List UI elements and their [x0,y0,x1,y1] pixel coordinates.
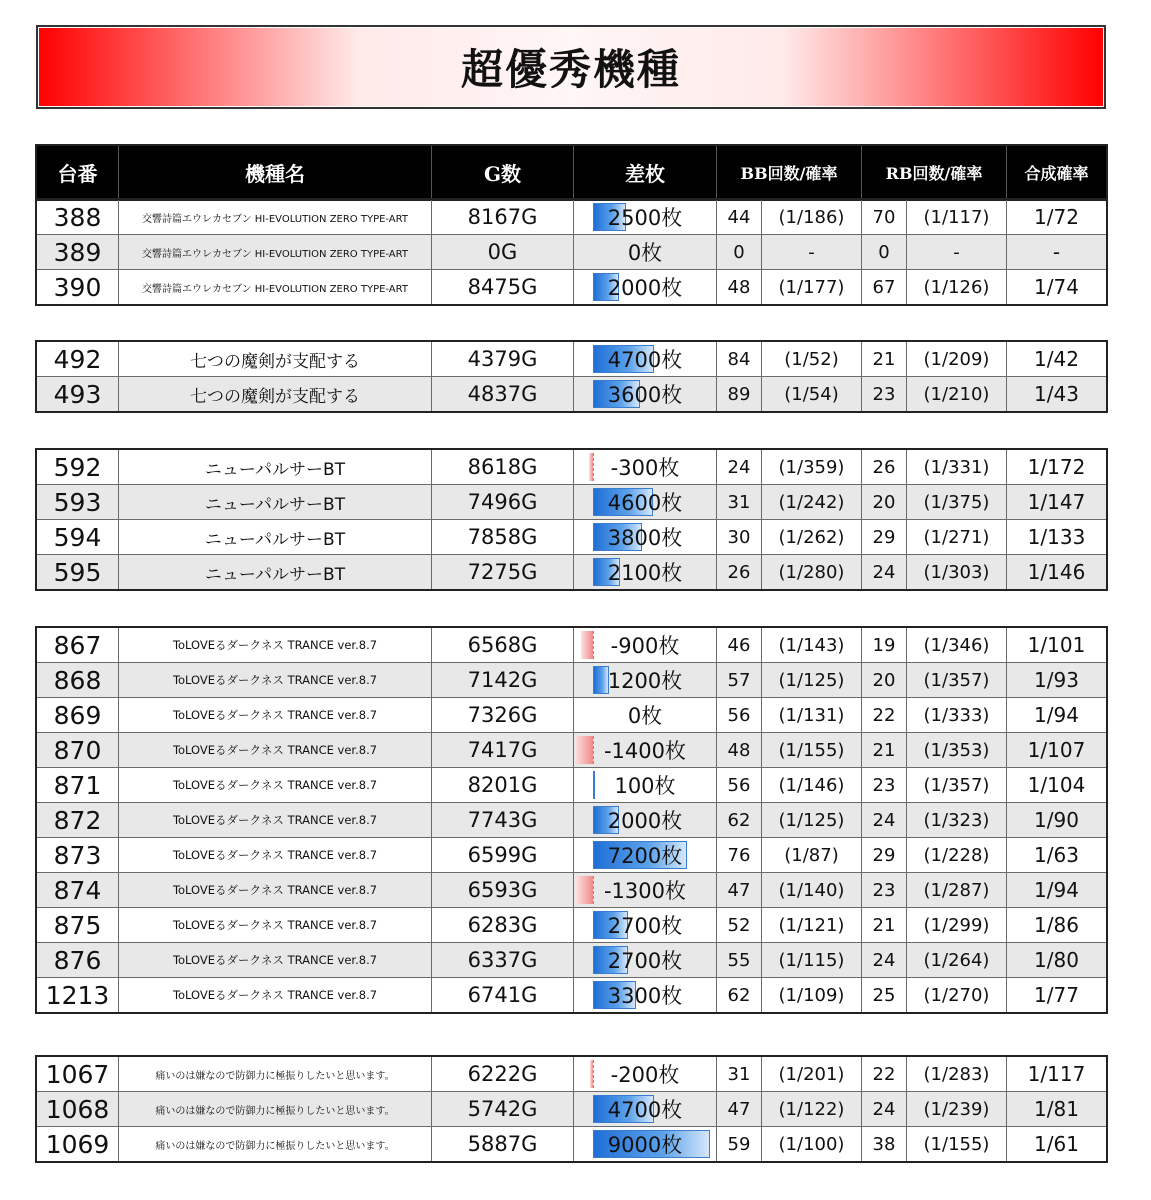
combined-probability: 1/77 [1007,978,1107,1013]
diff-cell [574,1092,717,1127]
bb-probability: (1/52) [762,342,862,377]
table-row [37,943,1107,978]
game-count: 7326G [432,698,574,733]
diff-value: 3600枚 [607,383,683,407]
bb-probability: - [762,235,862,270]
bb-probability: (1/146) [762,768,862,803]
game-count: 5887G [432,1127,574,1162]
diff-cell [574,1057,717,1092]
rb-count: 38 [862,1127,907,1162]
machine-number: 1213 [37,978,119,1013]
machine-name: ニューパルサーBT [119,450,432,485]
machine-name: 七つの魔剣が支配する [119,342,432,377]
combined-probability: 1/101 [1007,628,1107,663]
rb-probability: (1/271) [907,520,1007,555]
diff-axis [593,736,594,764]
diff-axis [593,453,594,481]
machine-name: ToLOVEるダークネス TRANCE ver.8.7 [119,803,432,838]
machine-number: 1067 [37,1057,119,1092]
machine-name: ToLOVEるダークネス TRANCE ver.8.7 [119,873,432,908]
combined-probability: 1/93 [1007,663,1107,698]
machine-name: ToLOVEるダークネス TRANCE ver.8.7 [119,943,432,978]
diff-value: 2000枚 [607,809,683,833]
machine-name: 交響詩篇エウレカセブン HI-EVOLUTION ZERO TYPE-ART [119,235,432,270]
diff-value: 2100枚 [607,561,683,585]
game-count: 4379G [432,342,574,377]
diff-value: -1300枚 [603,879,687,903]
machine-number: 1068 [37,1092,119,1127]
machine-group [36,199,1107,305]
game-count: 8618G [432,450,574,485]
rb-probability: (1/209) [907,342,1007,377]
game-count: 8475G [432,270,574,305]
rb-count: 25 [862,978,907,1013]
machine-name: ToLOVEるダークネス TRANCE ver.8.7 [119,663,432,698]
machine-name: ToLOVEるダークネス TRANCE ver.8.7 [119,768,432,803]
machine-name: 痛いのは嫌なので防御力に極振りしたいと思います。 [119,1057,432,1092]
bb-probability: (1/201) [762,1057,862,1092]
bb-count: 0 [717,235,762,270]
bb-count: 55 [717,943,762,978]
rb-probability: (1/323) [907,803,1007,838]
combined-probability: 1/117 [1007,1057,1107,1092]
diff-cell [574,838,717,873]
table-row [37,978,1107,1013]
bb-probability: (1/140) [762,873,862,908]
diff-bar [581,631,593,659]
machine-name: ニューパルサーBT [119,555,432,590]
diff-cell [574,698,717,733]
rb-probability: (1/357) [907,663,1007,698]
bb-probability: (1/125) [762,663,862,698]
bb-count: 47 [717,1092,762,1127]
diff-cell [574,768,717,803]
header-name: 機種名 [119,146,432,200]
rb-count: 24 [862,803,907,838]
diff-bar [589,453,593,481]
machine-number: 876 [37,943,119,978]
machine-name: ToLOVEるダークネス TRANCE ver.8.7 [119,628,432,663]
table-row [37,1057,1107,1092]
machine-name: 痛いのは嫌なので防御力に極振りしたいと思います。 [119,1092,432,1127]
rb-count: 24 [862,943,907,978]
table-row [37,377,1107,412]
diff-value: 2500枚 [607,206,683,230]
table-row [37,873,1107,908]
machine-name: ToLOVEるダークネス TRANCE ver.8.7 [119,978,432,1013]
rb-count: 29 [862,520,907,555]
bb-count: 30 [717,520,762,555]
bb-count: 57 [717,663,762,698]
machine-name: ToLOVEるダークネス TRANCE ver.8.7 [119,908,432,943]
machine-group [36,449,1107,590]
rb-count: 23 [862,377,907,412]
bb-probability: (1/177) [762,270,862,305]
machine-number: 874 [37,873,119,908]
bb-probability: (1/186) [762,200,862,235]
machine-name: 交響詩篇エウレカセブン HI-EVOLUTION ZERO TYPE-ART [119,200,432,235]
machine-name: ニューパルサーBT [119,520,432,555]
game-count: 0G [432,235,574,270]
combined-probability: 1/90 [1007,803,1107,838]
game-count: 7417G [432,733,574,768]
game-count: 7142G [432,663,574,698]
table-row [37,1092,1107,1127]
combined-probability: 1/80 [1007,943,1107,978]
table-row [37,235,1107,270]
page-title: 超優秀機種 [460,45,681,94]
rb-probability: (1/303) [907,555,1007,590]
diff-value: -200枚 [610,1063,680,1087]
game-count: 6337G [432,943,574,978]
combined-probability: 1/81 [1007,1092,1107,1127]
diff-cell [574,803,717,838]
diff-cell [574,873,717,908]
machine-number: 1069 [37,1127,119,1162]
bb-probability: (1/125) [762,803,862,838]
combined-probability: 1/43 [1007,377,1107,412]
rb-probability: (1/270) [907,978,1007,1013]
combined-probability: 1/107 [1007,733,1107,768]
diff-cell [574,663,717,698]
combined-probability: 1/147 [1007,485,1107,520]
table-row [37,768,1107,803]
combined-probability: 1/74 [1007,270,1107,305]
game-count: 7858G [432,520,574,555]
machine-number: 873 [37,838,119,873]
diff-cell [574,555,717,590]
bb-count: 31 [717,485,762,520]
bb-count: 89 [717,377,762,412]
bb-count: 56 [717,698,762,733]
game-count: 6283G [432,908,574,943]
table-row [37,663,1107,698]
diff-axis [593,631,594,659]
machine-number: 869 [37,698,119,733]
machine-group [36,627,1107,1013]
table-row [37,1127,1107,1162]
rb-probability: (1/210) [907,377,1007,412]
diff-bar [576,876,593,904]
game-count: 8201G [432,768,574,803]
bb-count: 26 [717,555,762,590]
diff-value: 100枚 [614,774,676,798]
diff-bar [590,1060,593,1088]
machine-number: 595 [37,555,119,590]
diff-value: 2700枚 [607,949,683,973]
bb-probability: (1/87) [762,838,862,873]
title-banner [36,25,1106,109]
combined-probability: 1/94 [1007,698,1107,733]
machine-number: 492 [37,342,119,377]
diff-cell [574,270,717,305]
bb-count: 44 [717,200,762,235]
bb-count: 48 [717,270,762,305]
bb-probability: (1/131) [762,698,862,733]
diff-cell [574,908,717,943]
rb-probability: (1/155) [907,1127,1007,1162]
diff-value: 7200枚 [607,844,683,868]
rb-count: 67 [862,270,907,305]
rb-probability: (1/333) [907,698,1007,733]
combined-probability: 1/61 [1007,1127,1107,1162]
game-count: 7275G [432,555,574,590]
bb-count: 56 [717,768,762,803]
bb-count: 24 [717,450,762,485]
rb-count: 22 [862,1057,907,1092]
table-row [37,200,1107,235]
machine-number: 872 [37,803,119,838]
machine-number: 592 [37,450,119,485]
diff-bar [593,666,609,694]
table-row [37,450,1107,485]
rb-count: 19 [862,628,907,663]
table-row [37,803,1107,838]
combined-probability: 1/104 [1007,768,1107,803]
machine-name: ToLOVEるダークネス TRANCE ver.8.7 [119,838,432,873]
bb-probability: (1/122) [762,1092,862,1127]
rb-count: 23 [862,873,907,908]
rb-probability: (1/346) [907,628,1007,663]
bb-count: 84 [717,342,762,377]
rb-probability: (1/375) [907,485,1007,520]
rb-count: 24 [862,1092,907,1127]
rb-probability: (1/126) [907,270,1007,305]
machine-number: 594 [37,520,119,555]
machine-number: 389 [37,235,119,270]
bb-probability: (1/280) [762,555,862,590]
bb-count: 47 [717,873,762,908]
machine-name: ToLOVEるダークネス TRANCE ver.8.7 [119,733,432,768]
bb-probability: (1/155) [762,733,862,768]
diff-value: 4700枚 [607,1098,683,1122]
rb-count: 21 [862,342,907,377]
rb-probability: - [907,235,1007,270]
rb-count: 20 [862,485,907,520]
header-rb: RB回数/確率 [862,146,1007,200]
header-bb: BB回数/確率 [717,146,862,200]
diff-bar [593,771,595,799]
header-diff: 差枚 [574,146,717,200]
combined-probability: 1/72 [1007,200,1107,235]
combined-probability: 1/42 [1007,342,1107,377]
rb-count: 22 [862,698,907,733]
machine-name: 七つの魔剣が支配する [119,377,432,412]
rb-probability: (1/299) [907,908,1007,943]
rb-probability: (1/239) [907,1092,1007,1127]
bb-probability: (1/262) [762,520,862,555]
table-row [37,908,1107,943]
column-header [36,145,1107,200]
rb-count: 0 [862,235,907,270]
diff-value: 4700枚 [607,348,683,372]
bb-probability: (1/143) [762,628,862,663]
bb-count: 76 [717,838,762,873]
machine-number: 868 [37,663,119,698]
machine-group [36,341,1107,412]
bb-count: 46 [717,628,762,663]
rb-count: 20 [862,663,907,698]
machine-name: ToLOVEるダークネス TRANCE ver.8.7 [119,698,432,733]
machine-number: 593 [37,485,119,520]
table-row [37,698,1107,733]
bb-probability: (1/121) [762,908,862,943]
diff-cell [574,377,717,412]
bb-probability: (1/100) [762,1127,862,1162]
rb-count: 24 [862,555,907,590]
table-row [37,520,1107,555]
diff-cell [574,450,717,485]
diff-value: 9000枚 [607,1133,683,1157]
rb-probability: (1/357) [907,768,1007,803]
table-row [37,555,1107,590]
diff-value: 3800枚 [607,526,683,550]
combined-probability: 1/172 [1007,450,1107,485]
rb-probability: (1/117) [907,200,1007,235]
rb-count: 29 [862,838,907,873]
diff-value: 0枚 [627,241,663,265]
diff-value: 2000枚 [607,276,683,300]
combined-probability: 1/133 [1007,520,1107,555]
rb-count: 23 [862,768,907,803]
rb-probability: (1/287) [907,873,1007,908]
diff-bar [575,736,593,764]
machine-number: 493 [37,377,119,412]
bb-probability: (1/54) [762,377,862,412]
rb-count: 21 [862,733,907,768]
combined-probability: 1/146 [1007,555,1107,590]
bb-count: 62 [717,803,762,838]
diff-cell [574,342,717,377]
diff-value: 1200枚 [607,669,683,693]
machine-number: 867 [37,628,119,663]
table-row [37,485,1107,520]
diff-value: 0枚 [627,704,663,728]
rb-probability: (1/353) [907,733,1007,768]
combined-probability: 1/86 [1007,908,1107,943]
bb-probability: (1/242) [762,485,862,520]
game-count: 5742G [432,1092,574,1127]
machine-number: 871 [37,768,119,803]
header-no: 台番 [37,146,119,200]
table-row [37,342,1107,377]
diff-cell [574,485,717,520]
table-row [37,628,1107,663]
diff-cell [574,235,717,270]
bb-count: 31 [717,1057,762,1092]
header-games: G数 [432,146,574,200]
diff-cell [574,943,717,978]
bb-count: 59 [717,1127,762,1162]
machine-number: 870 [37,733,119,768]
game-count: 6599G [432,838,574,873]
combined-probability: - [1007,235,1107,270]
table-row [37,733,1107,768]
diff-axis [593,876,594,904]
bb-probability: (1/115) [762,943,862,978]
machine-name: ニューパルサーBT [119,485,432,520]
combined-probability: 1/94 [1007,873,1107,908]
diff-value: -300枚 [610,456,680,480]
combined-probability: 1/63 [1007,838,1107,873]
rb-count: 26 [862,450,907,485]
diff-value: -1400枚 [603,739,687,763]
diff-cell [574,978,717,1013]
bb-count: 52 [717,908,762,943]
rb-count: 21 [862,908,907,943]
game-count: 6741G [432,978,574,1013]
diff-cell [574,733,717,768]
diff-cell [574,200,717,235]
diff-value: -900枚 [610,634,680,658]
bb-count: 62 [717,978,762,1013]
rb-probability: (1/228) [907,838,1007,873]
machine-group [36,1056,1107,1162]
machine-name: 交響詩篇エウレカセブン HI-EVOLUTION ZERO TYPE-ART [119,270,432,305]
bb-probability: (1/109) [762,978,862,1013]
machine-name: 痛いのは嫌なので防御力に極振りしたいと思います。 [119,1127,432,1162]
game-count: 6593G [432,873,574,908]
rb-probability: (1/264) [907,943,1007,978]
machine-number: 390 [37,270,119,305]
game-count: 6222G [432,1057,574,1092]
table-row [37,838,1107,873]
diff-axis [593,1060,594,1088]
header-combined: 合成確率 [1007,146,1107,200]
table-row [37,270,1107,305]
game-count: 4837G [432,377,574,412]
rb-count: 70 [862,200,907,235]
diff-value: 4600枚 [607,491,683,515]
machine-number: 875 [37,908,119,943]
game-count: 7496G [432,485,574,520]
game-count: 8167G [432,200,574,235]
diff-value: 2700枚 [607,914,683,938]
machine-number: 388 [37,200,119,235]
game-count: 7743G [432,803,574,838]
rb-probability: (1/283) [907,1057,1007,1092]
rb-probability: (1/331) [907,450,1007,485]
diff-cell [574,1127,717,1162]
bb-probability: (1/359) [762,450,862,485]
diff-value: 3300枚 [607,984,683,1008]
game-count: 6568G [432,628,574,663]
diff-cell [574,520,717,555]
bb-count: 48 [717,733,762,768]
diff-cell [574,628,717,663]
